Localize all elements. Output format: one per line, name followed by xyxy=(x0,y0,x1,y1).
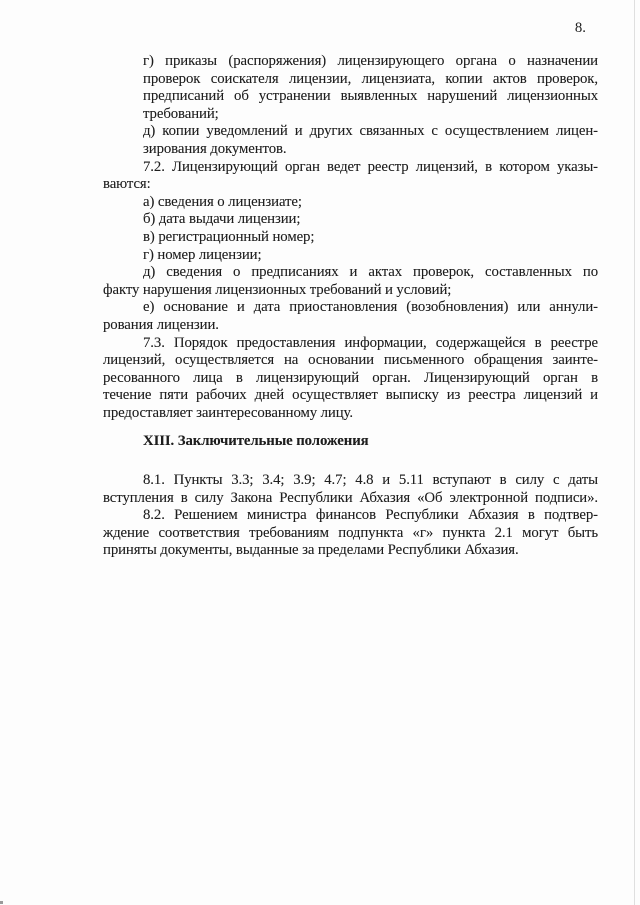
text-line: д) копии уведомлений и других связанных с осуществлением лицен- xyxy=(143,123,598,140)
text-line: ресованного лица в лицензирующий орган. Лицензирующий орган в xyxy=(103,369,598,386)
section-xiii-heading xyxy=(103,433,598,451)
text-line: е) основание и дата приостановления (возобновления) или аннули- xyxy=(143,299,598,316)
text-line: ваются: xyxy=(103,176,151,193)
text-line: г) номер лицензии; xyxy=(143,246,262,263)
text-line: XIII. Заключительные положения xyxy=(143,433,369,450)
text-line: предоставляет заинтересованному лицу. xyxy=(103,404,353,421)
text-line: д) сведения о предписаниях и актах проверок, составленных по xyxy=(143,264,598,281)
text-line: зирования документов. xyxy=(143,140,287,157)
text-line: рования лицензии. xyxy=(103,316,219,333)
text-line: проверок соискателя лицензии, лицензиата, копии актов проверок, xyxy=(143,70,598,87)
text-line: 8.2. Решением министра финансов Республики Абхазия в подтвер- xyxy=(143,507,598,524)
text-line: 7.2. Лицензирующий орган ведет реестр лицензий, в котором указы- xyxy=(143,158,598,175)
registry-item-b xyxy=(103,211,598,229)
clause-8-1 xyxy=(103,472,598,507)
text-line: в) регистрационный номер; xyxy=(143,228,315,245)
clause-7-2 xyxy=(103,159,598,194)
text-line: требований; xyxy=(143,105,219,122)
scan-corner-mark xyxy=(0,901,3,904)
text-line: 8.1. Пункты 3.3; 3.4; 3.9; 4.7; 4.8 и 5.11 вступают в силу с даты xyxy=(143,472,598,489)
text-line: а) сведения о лицензиате; xyxy=(143,193,302,210)
page-number: 8. xyxy=(574,20,586,36)
clause-7-3 xyxy=(103,335,598,423)
text-line: приняты документы, выданные за пределами Республики Абхазия. xyxy=(103,542,519,559)
text-line: вступления в силу Закона Республики Абхазия «Об электронной подписи». xyxy=(103,489,598,506)
registry-item-a xyxy=(103,194,598,212)
registry-item-v xyxy=(103,229,598,247)
text-line: лицензий, осуществляется на основании письменного обращения заинте- xyxy=(103,352,598,369)
text-line: г) приказы (распоряжения) лицензирующего органа о назначении xyxy=(143,53,598,69)
text-line: факту нарушения лицензионных требований и условий; xyxy=(103,281,452,298)
subitem-d-notifications xyxy=(103,123,598,158)
registry-item-g xyxy=(103,247,598,265)
text-line: течение пяти рабочих дней осуществляет выписку из реестра лицензий и xyxy=(103,387,598,404)
scan-edge-line xyxy=(634,0,635,905)
text-line: предписаний об устранении выявленных нарушений лицензионных xyxy=(143,88,598,105)
text-line: б) дата выдачи лицензии; xyxy=(143,211,301,228)
text-line: ждение соответствия требованиям подпункта «г» пункта 2.1 могут быть xyxy=(103,524,598,541)
registry-item-d xyxy=(103,264,598,299)
document-body xyxy=(103,53,598,560)
clause-8-2 xyxy=(103,507,598,560)
text-line: 7.3. Порядок предоставления информации, содержащейся в реестре xyxy=(143,334,598,351)
registry-item-e xyxy=(103,299,598,334)
subitem-g-orders xyxy=(103,53,598,123)
